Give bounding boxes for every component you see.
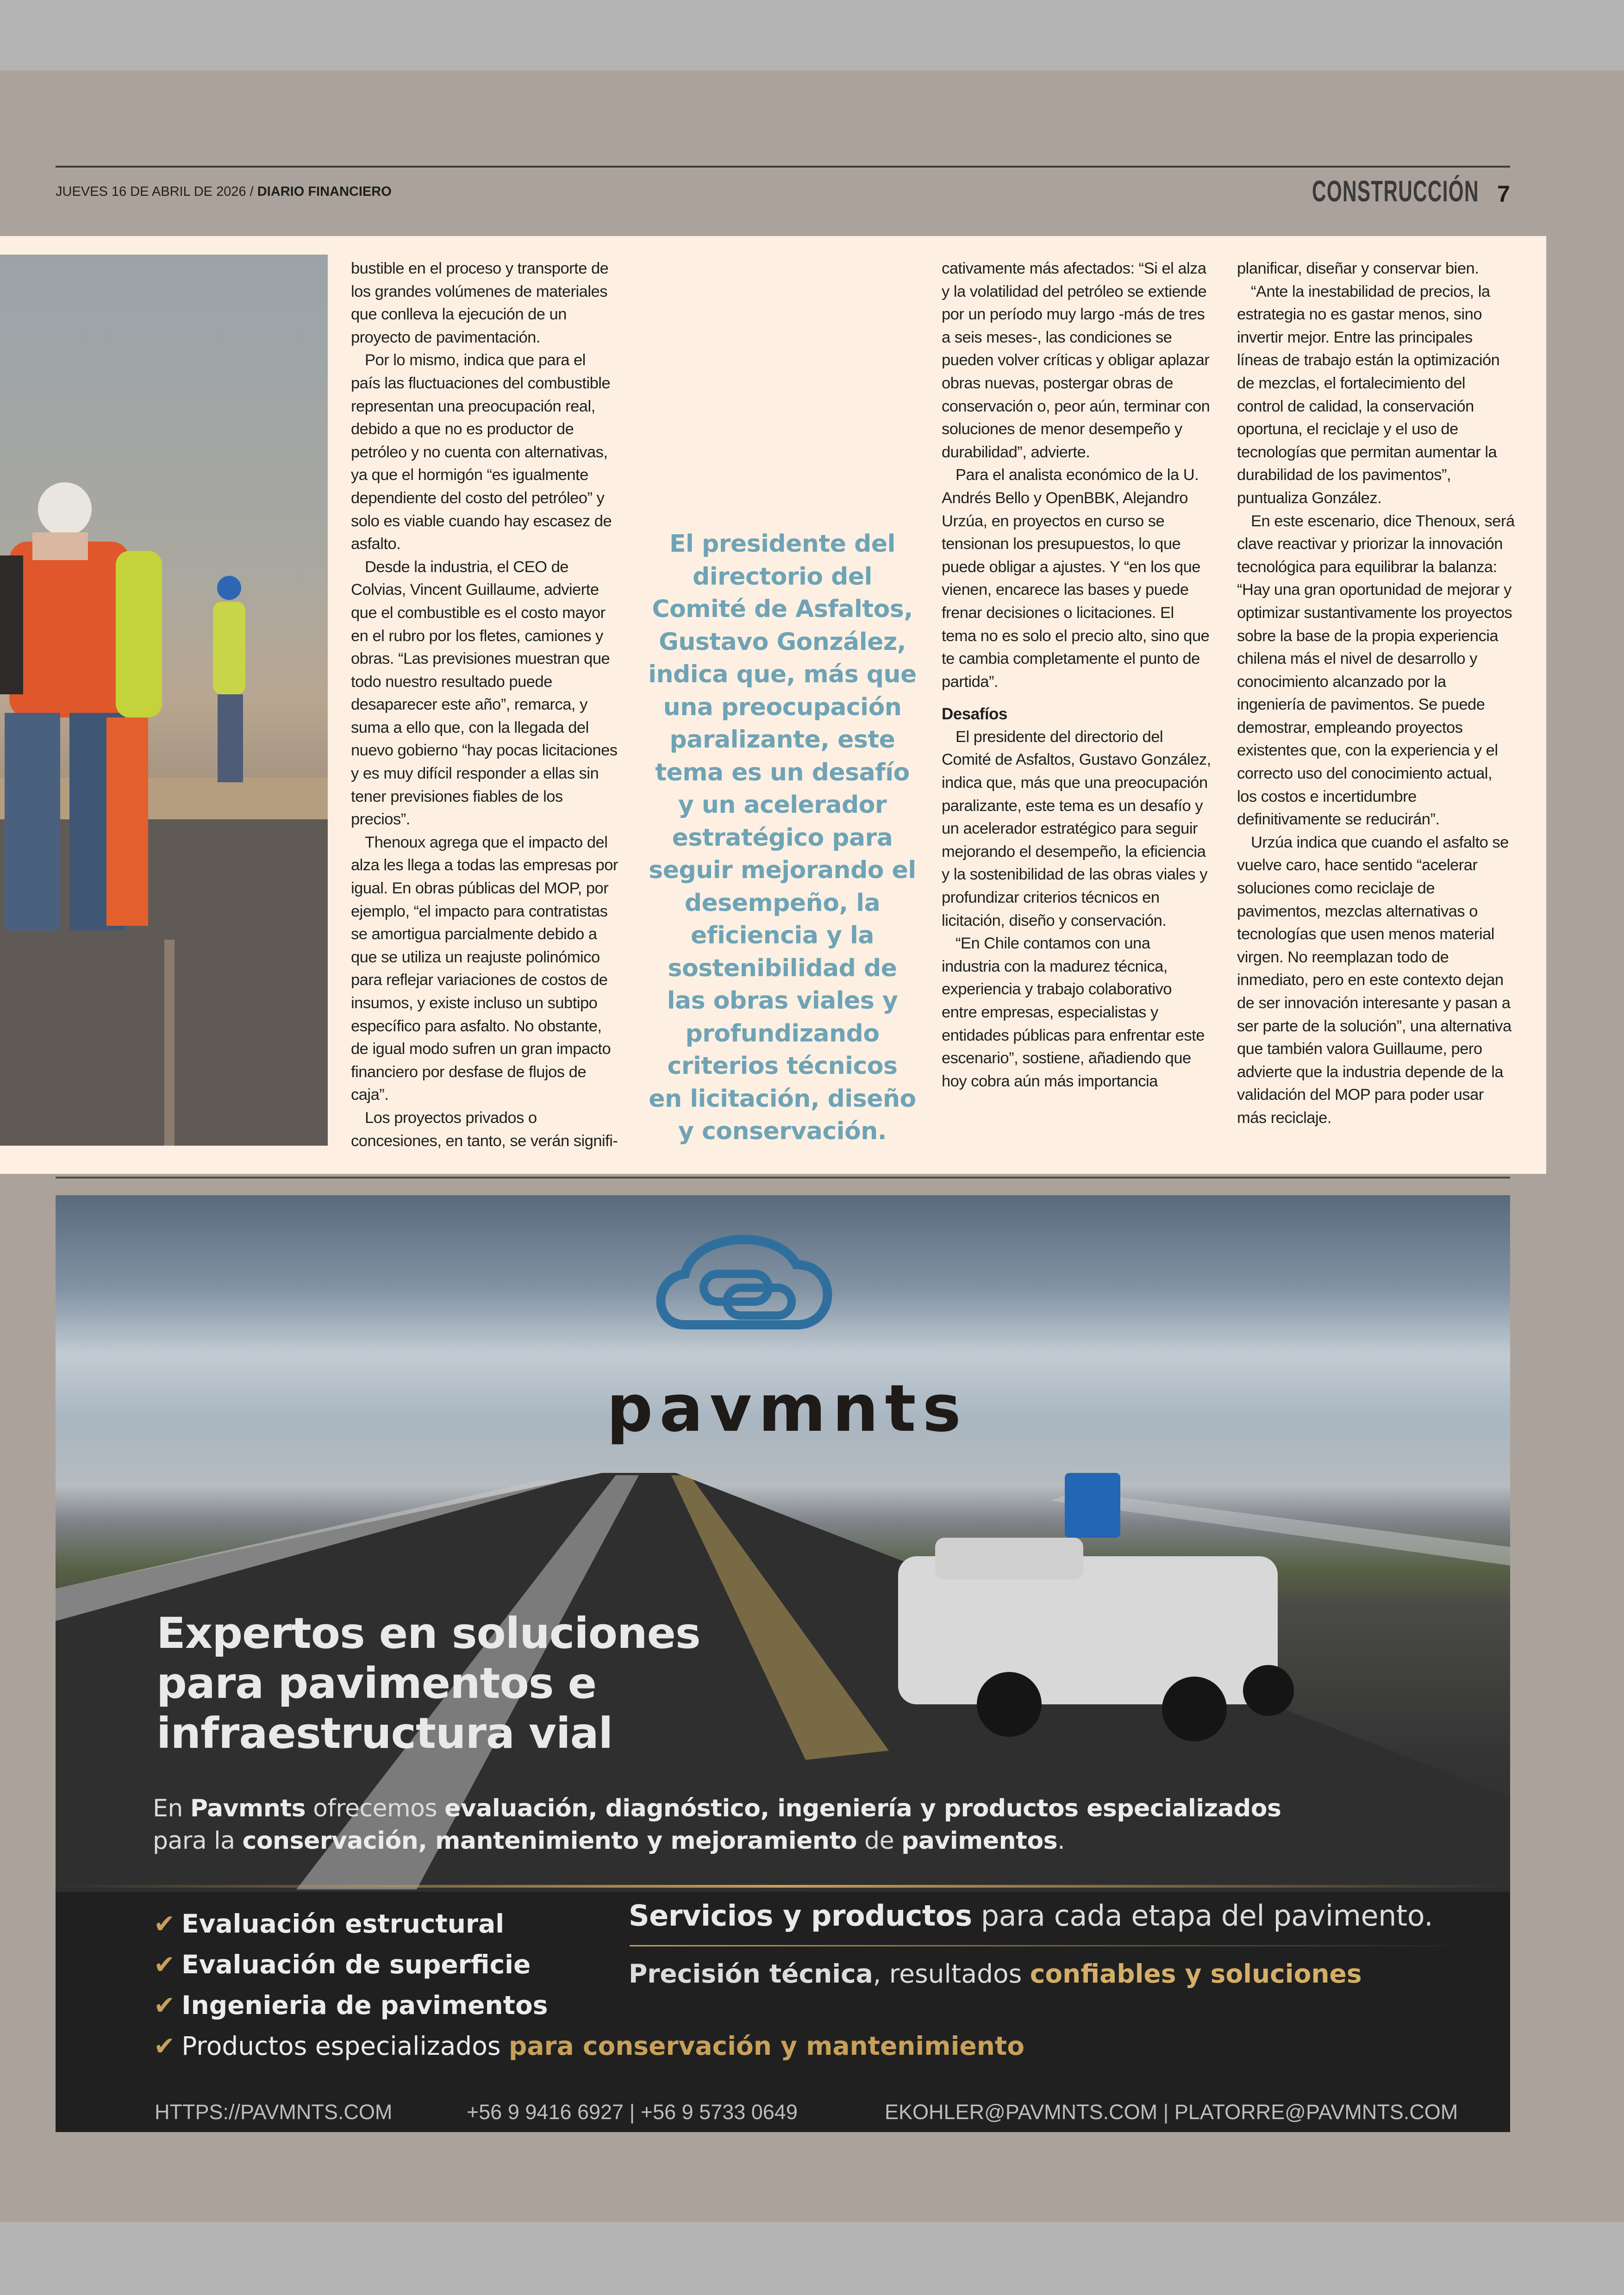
paragraph: bustible en el proceso y transporte de los grandes volúmenes de materiales que conlleva la ejecución de un proyecto de pavimentación. bbox=[351, 260, 609, 346]
headline-line: Expertos en soluciones bbox=[156, 1609, 700, 1658]
precision-tagline: Precisión técnica, resultados confiables y soluciones bbox=[629, 1959, 1362, 1989]
checkmark-icon: ✔ bbox=[154, 1990, 175, 2020]
page-number: 7 bbox=[1497, 181, 1510, 207]
tagline-divider bbox=[630, 1945, 1472, 1946]
paragraph: Los proyectos privados o concesiones, en tanto, se verán signifi- bbox=[351, 1109, 618, 1150]
paragraph: Por lo mismo, indica que para el país las fluctuaciones del combustible representan una preocupación real, debido a que no es productor de petróleo y no cuenta con alternativas, ya que el hormigón “es igualmente dependiente del costo del petróleo” y solo es viable cuando hay escasez de asfalto. bbox=[351, 351, 612, 553]
paragraph: En este escenario, dice Thenoux, será clave reactivar y priorizar la innovación tecnológica para equilibrar la balanza: “Hay una gran oportunidad de mejorar y optimizar sustantivamente los proyectos sobre la base de la propia experiencia chilena más el nivel de desarrollo y conocimiento alcanzado por la ingeniería de pavimentos. Se puede demostrar, empleando proyectos existentes que, con la experiencia y el correcto uso del conocimiento actual, los costos e incertidumbre definitivamente se reducirán”. bbox=[1237, 512, 1515, 829]
ad-headline bbox=[156, 1609, 851, 1759]
headline-line: infraestructura vial bbox=[156, 1709, 613, 1758]
construction-workers-photo bbox=[0, 255, 328, 1146]
chain-cloud-logo-icon bbox=[661, 1240, 828, 1325]
subheading: Desafíos bbox=[942, 705, 1007, 723]
headline-line: para pavimentos e bbox=[156, 1659, 596, 1708]
ad-separator-rule bbox=[56, 1177, 1510, 1179]
header-date: JUEVES 16 DE ABRIL DE 2026 / DIARIO FINANCIERO bbox=[56, 184, 392, 199]
ad-subtitle: En Pavmnts ofrecemos evaluación, diagnóstico, ingeniería y productos especializados para la conservación, mantenimiento y mejoramiento de pavimentos. bbox=[153, 1795, 1281, 1855]
checkmark-icon: ✔ bbox=[154, 2031, 175, 2061]
checklist-item: ✔ Productos especializados para conservación y mantenimiento bbox=[154, 2031, 1024, 2061]
checkmark-icon: ✔ bbox=[154, 1909, 175, 1939]
checklist-item: ✔ Evaluación de superficie bbox=[154, 1950, 531, 1979]
paragraph: Desde la industria, el CEO de Colvias, Vincent Guillaume, advierte que el combustible es el costo mayor en el rubro por los fletes, camiones y obras. “Las previsiones muestran que todo nuestro resultado puede desaparecer este año”, remarca, y suma a ello que, con la llegada del nuevo gobierno “hay pocas licitaciones y es muy difícil responder a ellas sin tener previsiones fiables de los precios”. bbox=[351, 558, 618, 829]
paragraph: Urzúa indica que cuando el asfalto se vuelve caro, hace sentido “acelerar soluciones como reciclaje de pavimentos, mezclas alternativas o tecnologías que usen menos material virgen. No reemplazan todo de inmediato, pero en este contexto dejan de ser innovación interesante y pasan a ser parte de la solución”, una alternativa que también valora Guillaume, pero advierte que la industria depende de la validación del MOP para poder usar más reciclaje. bbox=[1237, 833, 1512, 1127]
paragraph: Para el analista económico de la U. Andrés Bello y OpenBBK, Alejandro Urzúa, en proyectos en curso se tensionan los presupuestos, lo que puede obligar a ajustes. Y “en los que vienen, encarece las bases y puede frenar decisiones o licitaciones. El tema no es solo el precio alto, sino que te cambia completamente el punto de partida”. bbox=[942, 466, 1210, 691]
article-column-3 bbox=[942, 257, 1211, 1093]
email-links[interactable]: EKOHLER@PAVMNTS.COM | PLATORRE@PAVMNTS.COM bbox=[885, 2100, 1458, 2124]
paragraph: Thenoux agrega que el impacto del alza les llega a todas las empresas por igual. En obras públicas del MOP, por ejemplo, “el impacto para contratistas se amortigua parcialmente debido a que se utiliza un reajuste polinómico para reflejar variaciones de costos de insumos, y existe incluso un subtipo específico para asfalto. No obstante, de igual modo sufren un gran impacto financiero por desfase de flujos de caja”. bbox=[351, 833, 618, 1104]
header-rule bbox=[56, 166, 1510, 168]
services-tagline: Servicios y productos para cada etapa del pavimento. bbox=[629, 1899, 1433, 1933]
newspaper-name: DIARIO FINANCIERO bbox=[257, 184, 392, 199]
gold-divider bbox=[56, 1885, 1510, 1888]
paragraph: planificar, diseñar y conservar bien. bbox=[1237, 260, 1479, 277]
article-column-1 bbox=[351, 257, 618, 1153]
section-title: CONSTRUCCIÓN bbox=[1312, 175, 1479, 208]
checklist-item: ✔ Ingenieria de pavimentos bbox=[154, 1990, 548, 2020]
article-column-4 bbox=[1237, 257, 1515, 1130]
photo-illustration bbox=[0, 255, 328, 1146]
paragraph: “Ante la inestabilidad de precios, la estrategia no es gastar menos, sino invertir mejor. Entre las principales líneas de trabajo están la optimización de mezclas, el fortalecimiento del control de calidad, la conservación oportuna, el reciclaje y el uso de tecnologías que permitan aumentar la durabilidad de los pavimentos”, puntualiza González. bbox=[1237, 282, 1500, 507]
phone-numbers: +56 9 9416 6927 | +56 9 5733 0649 bbox=[467, 2100, 798, 2124]
checklist-item: ✔ Evaluación estructural bbox=[154, 1909, 505, 1939]
checkmark-icon: ✔ bbox=[154, 1950, 175, 1979]
brand-name: pavmnts bbox=[606, 1371, 968, 1447]
pavmnts-advertisement bbox=[56, 1195, 1510, 2132]
paragraph: El presidente del directorio del Comité de Asfaltos, Gustavo González, indica que, más que una preocupación paralizante, este tema es un desafío y un acelerador estratégico para seguir mejorando el desempeño, la eficiencia y la sostenibilidad de las obras viales y profundizar criterios técnicos en licitación, diseño y conservación. bbox=[942, 728, 1211, 929]
website-link[interactable]: HTTPS://PAVMNTS.COM bbox=[155, 2100, 393, 2124]
paragraph: cativamente más afectados: “Si el alza y la volatilidad del petróleo se extiende por un período muy largo -más de tres a seis meses-, las condiciones se pueden volver críticas y obligar aplazar obras nuevas, postergar obras de conservación o, peor aún, terminar con soluciones de menor desempeño y durabilidad”, advierte. bbox=[942, 260, 1210, 461]
paragraph: “En Chile contamos con una industria con la madurez técnica, experiencia y trabajo colaborativo entre empresas, especialistas y entidades públicas para enfrentar este escenario”, sostiene, añadiendo que hoy cobra aún más importancia bbox=[942, 935, 1205, 1090]
pull-quote: El presidente del directorio del Comité de Asfaltos, Gustavo González, indica que, más que una preocupación paralizante, este tema es un desafío y un acelerador estratégico para seguir mejorando el desempeño, la eficiencia y la sostenibilidad de las obras viales y profundizando criterios técnicos en licitación, diseño y conservación. bbox=[648, 530, 917, 1145]
